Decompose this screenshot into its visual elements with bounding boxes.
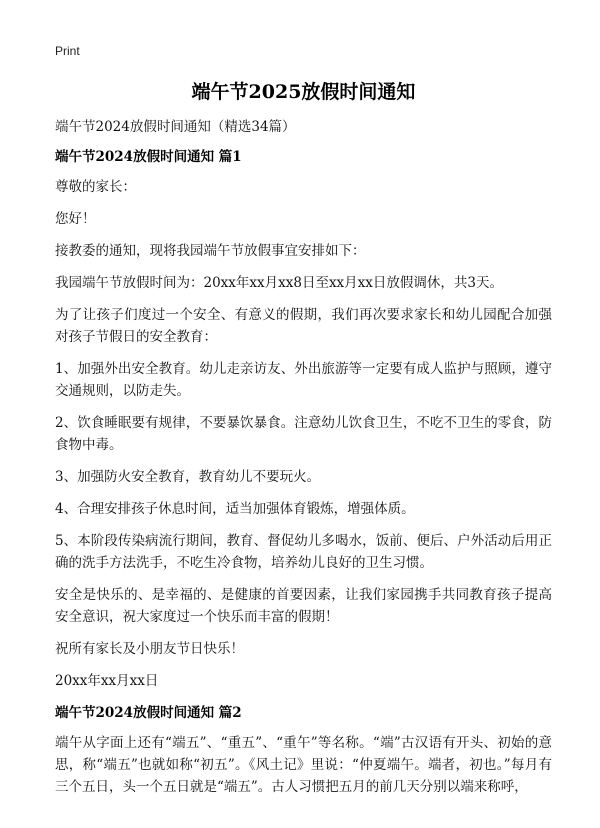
paragraph-date: 20xx年xx月xx日 [55, 673, 159, 689]
paragraph-greeting: 尊敬的家长： [55, 179, 136, 195]
document-title: 端午节2025放假时间通知 [191, 81, 416, 103]
paragraph-safety-summary: 安全是快乐的、是幸福的、是健康的首要因素，让我们家园携手共同教育孩子提高安全意识，祝大家度过一个快乐而丰富的假期！ [55, 587, 552, 625]
section-heading-2: 端午节2024放假时间通知 篇2 [55, 705, 242, 721]
paragraph-duanwu-origin: 端午从字面上还有“端五”、“重五”、“重午”等名称。“端”古汉语有开头、初始的意思，称“端五”也就如称“初五”。《风土记》里说：“仲夏端午。端者，初也。”每月有三个五日，头一个五日就是“端五”。古人习惯把五月的前几天分别以端来称呼， [55, 735, 552, 795]
paragraph-item-5: 5、本阶段传染病流行期间，教育、督促幼儿多喝水，饭前、便后、户外活动后用正确的洗手方法洗手，不吃生冷食物，培养幼儿良好的卫生习惯。 [55, 533, 552, 571]
paragraph-item-3: 3、加强防火安全教育，教育幼儿不要玩火。 [55, 469, 321, 485]
paragraph-item-1: 1、加强外出安全教育。幼儿走亲访友、外出旅游等一定要有成人监护与照顾，遵守交通规则，以防走失。 [55, 361, 552, 399]
print-label[interactable]: Print [55, 44, 80, 58]
paragraph-notice-intro: 接教委的通知，现将我园端午节放假事宜安排如下： [55, 243, 366, 259]
paragraph-item-4: 4、合理安排孩子休息时间，适当加强体育锻炼，增强体质。 [55, 501, 415, 517]
paragraph-item-2: 2、饮食睡眠要有规律，不要暴饮暴食。注意幼儿饮食卫生，不吃不卫生的零食，防食物中毒。 [55, 415, 552, 453]
paragraph-holiday-dates: 我园端午节放假时间为：20xx年xx月xx8日至xx月xx日放假调休，共3天。 [55, 275, 503, 291]
paragraph-safety-intro: 为了让孩子们度过一个安全、有意义的假期，我们再次要求家长和幼儿园配合加强对孩子节假日的安全教育： [55, 307, 552, 345]
document-subtitle: 端午节2024放假时间通知（精选34篇） [55, 119, 296, 135]
paragraph-wishes: 祝所有家长及小朋友节日快乐！ [55, 641, 244, 657]
paragraph-hello: 您好！ [55, 211, 96, 227]
section-heading-1: 端午节2024放假时间通知 篇1 [55, 149, 242, 165]
